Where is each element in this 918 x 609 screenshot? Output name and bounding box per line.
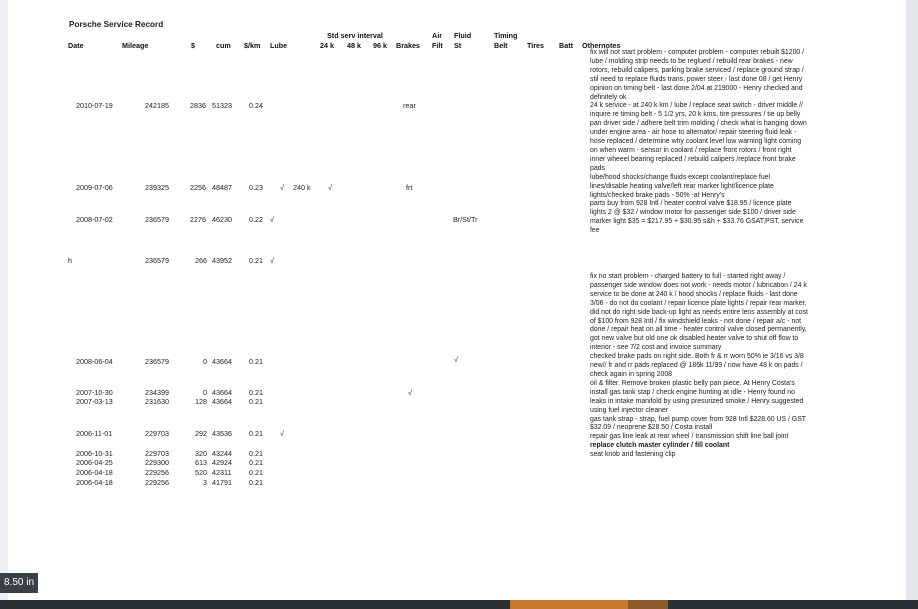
header-other-notes: Othernotes (582, 41, 621, 50)
cell-date: 2006-04-18 (76, 468, 113, 477)
note-line: lube/hood shocks/change fluids except coolant/replace fuel (590, 173, 771, 181)
cell-cum: 43952 (212, 256, 232, 265)
cell-date: 2008-07-02 (76, 215, 113, 224)
note-line: of $100 from 928 Intl / fix windshield leaks - not done / repair a/c - not (590, 317, 802, 325)
header-filt: Filt (432, 41, 443, 50)
cell-cost: 2276 (190, 215, 206, 224)
cell-cost: 128 (195, 397, 207, 406)
note-line: install gas tank stap / check engine hunting at idle - Henry found no (590, 388, 795, 396)
note-line: using fuel injector cleaner (590, 406, 669, 414)
note-line: pads (590, 164, 605, 172)
cell-cum: 43664 (212, 388, 232, 397)
note-line: passenger side window does not work - needs motor / lubrication / 24 k (590, 281, 807, 289)
notes-block-upper (590, 49, 858, 236)
header-tires: Tires (527, 41, 545, 50)
cell-date: 2009-07-06 (76, 183, 113, 192)
cell-fluid: √ (454, 355, 458, 364)
cell-cost: 292 (195, 429, 207, 438)
header-timing-1: Timing (494, 31, 518, 40)
cell-mileage: 229256 (145, 478, 169, 487)
taskbar[interactable] (0, 600, 918, 609)
cell-date: 2006-04-25 (76, 458, 113, 467)
cell-24k: 240 k (293, 183, 311, 192)
cell-cost: 266 (195, 256, 207, 265)
cell-cum: 43536 (212, 429, 232, 438)
header-brakes: Brakes (396, 41, 420, 50)
note-line: did not do right side back-up light as needs entire lens assembly at cost (590, 308, 808, 316)
cell-per-km: 0.21 (249, 388, 263, 397)
note-line: lights/checked brake pads - 50% -at Henry's (590, 191, 725, 199)
note-line: replace clutch master cylinder / fill coolant (590, 442, 730, 450)
cell-lube: √ (280, 183, 284, 192)
cell-per-km: 0.21 (249, 256, 263, 265)
cell-per-km: 0.21 (249, 397, 263, 406)
cell-per-km: 0.21 (249, 357, 263, 366)
cell-mileage: 229300 (145, 458, 169, 467)
note-line: new// fr and rr pads replaced @ 186k 11/99 / now have 48 k on pads / (590, 362, 803, 370)
note-line: lines/disable heating valve/left rear marker light/licence plate (590, 182, 774, 190)
cell-cost: 520 (195, 468, 207, 477)
cell-48k: √ (328, 183, 332, 192)
cell-cost: 0 (203, 357, 207, 366)
header-batt: Batt (559, 41, 573, 50)
cell-cum: 43664 (212, 397, 232, 406)
cell-date: 2008-06-04 (76, 357, 113, 366)
note-line: seat knob and fastening clip (590, 451, 676, 459)
cell-per-km: 0.23 (249, 183, 263, 192)
note-line: lights 2 @ $32 / window motor for passenger side $100 / driver side (590, 209, 796, 217)
cell-per-km: 0.21 (249, 429, 263, 438)
notes-block-lower (590, 273, 858, 460)
cell-mileage: 229703 (145, 429, 169, 438)
header-fluid-1: Fluid (454, 31, 472, 40)
cell-brakes: √ (408, 388, 412, 397)
cell-cost: 3 (203, 478, 207, 487)
header-dollar: $ (191, 41, 195, 50)
ruler-position-label: 8.50 in (0, 573, 38, 593)
spreadsheet-page (8, 0, 906, 600)
note-line: stil need to replace fluids trans, power steer - last done 08 / get Henry (590, 75, 803, 83)
cell-per-km: 0.21 (249, 478, 263, 487)
cell-cum: 51323 (212, 101, 232, 110)
note-line: got new valve but old one ok disabled heater valve to shut off flow to (590, 335, 799, 343)
cell-per-km: 0.22 (249, 215, 263, 224)
note-line: leaks in intake manifold by using presurized smoke / Henry suggested (590, 397, 804, 405)
cell-marker: h (68, 256, 72, 265)
cell-per-km: 0.21 (249, 458, 263, 467)
note-line: inquire re timing belt - 5 1/2 yrs, 20 k kms, tire pressures / tie up belly (590, 111, 801, 119)
note-line: service to be done at 240 k / hood shocks / replace fluids - last done (590, 290, 798, 298)
sheet-title: Porsche Service Record (69, 20, 164, 29)
note-line: oil & filter. Remove broken plastic belly pan piece. At Henry Costa's (590, 379, 795, 387)
note-line: 24 k service - at 240 k km / lube / replace seat switch - driver middle // (590, 102, 803, 110)
cell-cost: 2836 (190, 101, 206, 110)
note-line: parts buy from 928 Intl / heater control valve $18.95 / licence plate (590, 200, 792, 208)
cell-cum: 41791 (212, 478, 232, 487)
cell-mileage: 236579 (145, 357, 169, 366)
note-line: done / repair heat on all time - heater control valve closed permanently, (590, 326, 807, 334)
note-line: fix no start problem - charged battery to full - started right away / (590, 273, 786, 280)
note-line: pan driver side / adhere belt trim molding / check what is hanging down (590, 120, 807, 128)
note-line: lube / molding strip needs to be reglued / rebuild rear brakes - new (590, 57, 793, 65)
header-cum: cum (216, 41, 231, 50)
cell-cum: 42924 (212, 458, 232, 467)
note-line: $32.09 / neoprene $28.50 / Costa install (590, 424, 713, 432)
cell-per-km: 0.21 (249, 449, 263, 458)
header-st: St (454, 41, 462, 50)
cell-mileage: 229703 (145, 449, 169, 458)
cell-date: 2010-07-19 (76, 101, 113, 110)
note-line: opinion on timing belt - last done 2/04 at 219000 - Henry checked and (590, 84, 803, 92)
cell-date: 2007-03-13 (76, 397, 113, 406)
cell-mileage: 242185 (145, 101, 169, 110)
note-line: definitely ok (590, 93, 627, 101)
note-line: on when warm - sensor in coolant / replace front rotors / front right (590, 146, 792, 154)
cell-cum: 42311 (212, 468, 232, 477)
cell-mileage: 229256 (145, 468, 169, 477)
note-line: 3/06 - do not do coolant / repair licence plate lights / repair rear marker, (590, 299, 807, 307)
cell-cum: 43664 (212, 357, 232, 366)
cell-date: 2006-04-18 (76, 478, 113, 487)
note-line: fix will not start problem - computer problem - computer rebuilt $1200 / (590, 49, 805, 56)
cell-lube: √ (270, 215, 274, 224)
header-date: Date (68, 41, 84, 50)
scrollbar-gutter[interactable] (906, 0, 918, 600)
note-line: rotors, rebuild calipers, parking brake serviced / replace ground strap / (590, 66, 804, 74)
cell-mileage: 231630 (145, 397, 169, 406)
cell-mileage: 234399 (145, 388, 169, 397)
cell-brakes: frt (406, 183, 413, 192)
cell-cost: 320 (195, 449, 207, 458)
header-belt: Belt (494, 41, 508, 50)
note-line: inner wheeel bearing replaced / rebuild calipers /replace front brake (590, 155, 796, 163)
cell-cum: 43244 (212, 449, 232, 458)
note-line: gas tank strap - strap, fuel pump cover from 928 Intl $228.60 US / GST (590, 415, 807, 423)
note-line: hose replaced / determine why coolant level low warning light coming (590, 138, 802, 146)
header-48k: 48 k (347, 41, 361, 50)
cell-cum: 46230 (212, 215, 232, 224)
header-std-serv: Std serv interval (327, 31, 383, 40)
cell-per-km: 0.21 (249, 468, 263, 477)
cell-date: 2006-10-31 (76, 449, 113, 458)
header-per-km: $/km (244, 41, 261, 50)
taskbar-active-item[interactable] (510, 600, 628, 609)
cell-cum: 48487 (212, 183, 232, 192)
header-air-1: Air (432, 31, 442, 40)
cell-mileage: 239325 (145, 183, 169, 192)
note-line: fee (590, 227, 600, 235)
header-lube: Lube (270, 41, 288, 50)
cell-lube: √ (270, 256, 274, 265)
note-line: repair gas line leak at rear wheel / transmission shift line ball joint (590, 433, 789, 441)
note-line: checked brake pads on right side. Both fr & rr worn 50% ie 3/16 vs 3/8 (590, 353, 804, 361)
cell-mileage: 236579 (145, 215, 169, 224)
cell-fluid: Br/St/Tr (453, 215, 478, 224)
note-line: interior - see 7/2 cost and invoice summary (590, 344, 722, 352)
cell-lube: √ (280, 429, 284, 438)
note-line: marker light $35 = $217.95 + $30.95 s&h + $33.76 GSAT,PST, service (590, 218, 804, 226)
cell-cost: 613 (195, 458, 207, 467)
header-24k: 24 k (320, 41, 334, 50)
cell-cost: 0 (203, 388, 207, 397)
header-mileage: Mileage (122, 41, 149, 50)
note-line: under engine area - air hose to alternator/ repair steering fluid leak - (590, 129, 797, 137)
note-line: check again in spring 2008 (590, 370, 672, 378)
cell-mileage: 236579 (145, 256, 169, 265)
cell-brakes: rear (403, 101, 416, 110)
header-96k: 96 k (373, 41, 387, 50)
cell-date: 2006-11-01 (76, 429, 113, 438)
taskbar-item[interactable] (628, 600, 668, 609)
cell-date: 2007-10-30 (76, 388, 113, 397)
cell-per-km: 0.24 (249, 101, 263, 110)
cell-cost: 2256 (190, 183, 206, 192)
